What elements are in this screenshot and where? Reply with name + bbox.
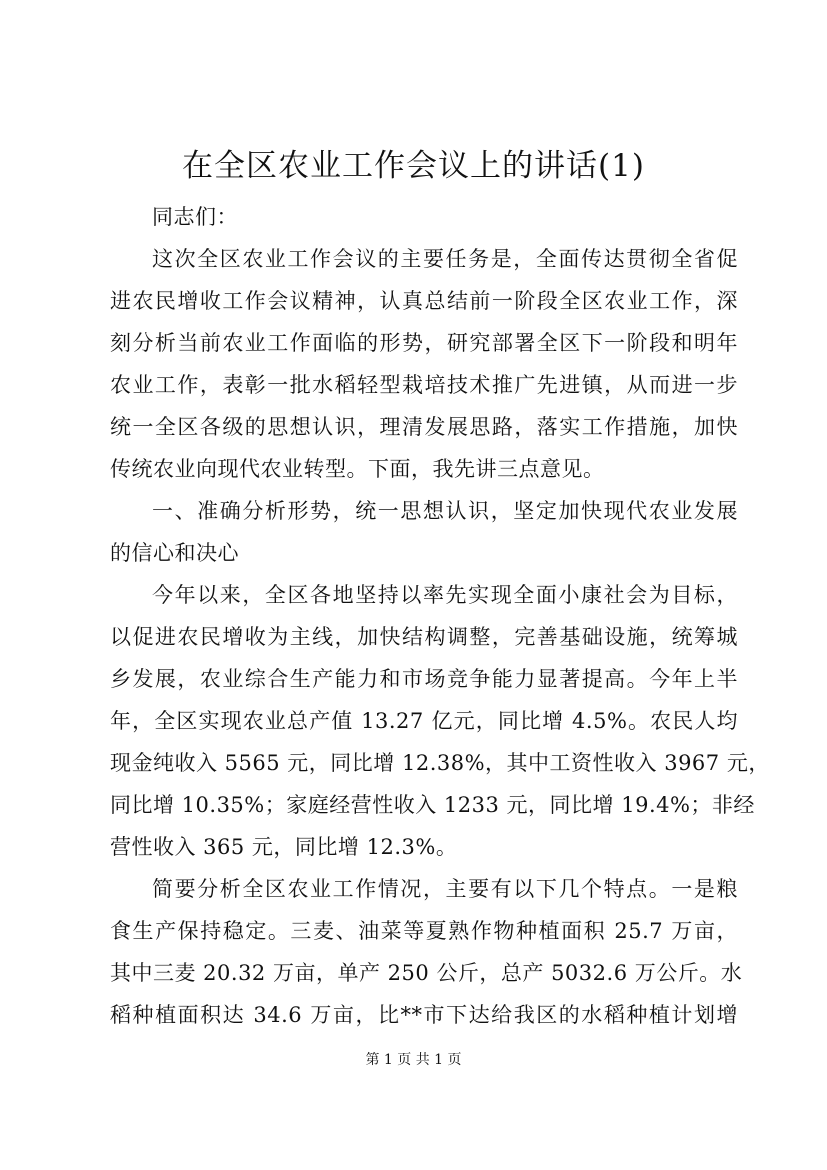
body-line: 的信心和决心: [110, 541, 239, 565]
body-line: 一、准确分析形势，统一思想认识，坚定加快现代农业发展: [152, 499, 738, 523]
body-line: 传统农业向现代农业转型。下面，我先讲三点意见。: [110, 457, 605, 481]
body-line: 简要分析全区农业工作情况，主要有以下几个特点。一是粮: [152, 877, 738, 901]
body-line: 年，全区实现农业总产值 13.27 亿元，同比增 4.5%。农民人均: [110, 709, 738, 733]
page-footer: 第 1 页 共 1 页: [365, 1052, 462, 1068]
document-body: [110, 196, 770, 1036]
body-line: 今年以来，全区各地坚持以率先实现全面小康社会为目标，: [152, 583, 738, 607]
body-line: 食生产保持稳定。三麦、油菜等夏熟作物种植面积 25.7 万亩，: [110, 919, 738, 943]
body-line: 进农民增收工作会议精神，认真总结前一阶段全区农业工作，深: [110, 289, 738, 313]
body-line: 同比增 10.35%；家庭经营性收入 1233 元，同比增 19.4%；非经: [110, 793, 755, 817]
body-line: 统一全区各级的思想认识，理清发展思路，落实工作措施，加快: [110, 415, 738, 439]
body-line: 现金纯收入 5565 元，同比增 12.38%，其中工资性收入 3967 元，: [110, 751, 770, 775]
document-title: 在全区农业工作会议上的讲话(1): [182, 148, 645, 184]
body-line: 这次全区农业工作会议的主要任务是，全面传达贯彻全省促: [152, 247, 738, 271]
body-line: 同志们：: [152, 205, 238, 229]
body-line: 刻分析当前农业工作面临的形势，研究部署全区下一阶段和明年: [110, 331, 738, 355]
body-line: 乡发展，农业综合生产能力和市场竞争能力显著提高。今年上半: [110, 667, 738, 691]
body-line: 稻种植面积达 34.6 万亩，比**市下达给我区的水稻种植计划增: [110, 1003, 738, 1027]
body-line: 农业工作，表彰一批水稻轻型栽培技术推广先进镇，从而进一步: [110, 373, 738, 397]
body-line: 营性收入 365 元，同比增 12.3%。: [110, 835, 458, 859]
body-line: 以促进农民增收为主线，加快结构调整，完善基础设施，统筹城: [110, 625, 738, 649]
body-line: 其中三麦 20.32 万亩，单产 250 公斤，总产 5032.6 万公斤。水: [110, 961, 743, 985]
